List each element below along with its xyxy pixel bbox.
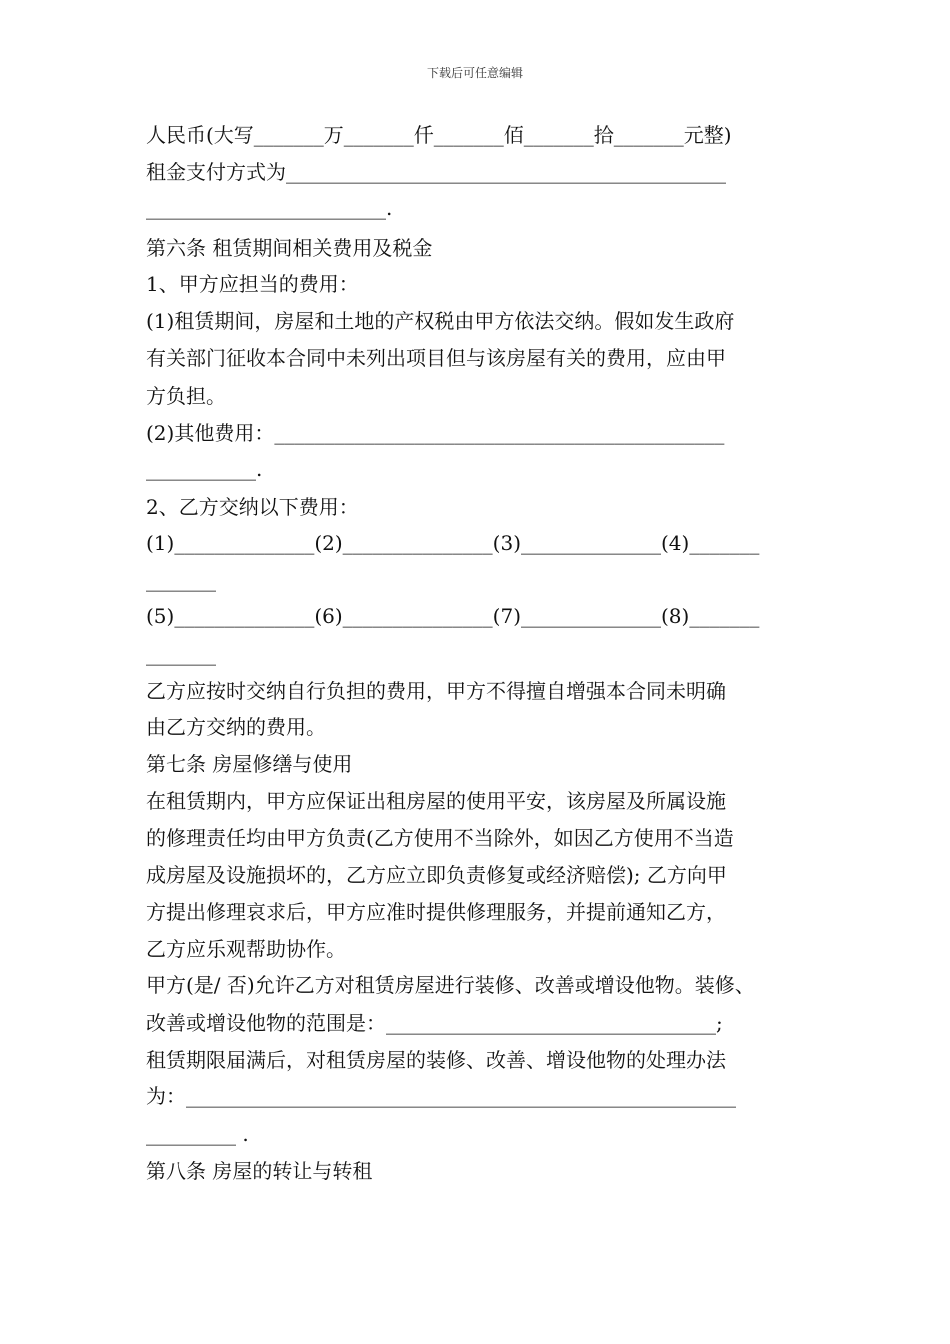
text-line: 成房屋及设施损坏的，乙方应立即负责修复或经济赔偿); 乙方向甲 — [146, 863, 727, 887]
text-line: _______ — [146, 568, 216, 592]
text-line: (1)______________(2)_______________(3)______________(4)_______ — [146, 531, 760, 555]
text-line: 2、乙方交纳以下费用： — [146, 495, 359, 519]
text-line: 乙方应乐观帮助协作。 — [146, 937, 346, 961]
text-line: 人民币(大写_______万_______仟_______佰_______拾_______元整) — [146, 123, 732, 147]
text-line: 方提出修理哀求后，甲方应准时提供修理服务，并提前通知乙方， — [146, 900, 726, 924]
text-line: 由乙方交纳的费用。 — [146, 715, 326, 739]
text-line: _________ . — [146, 1122, 249, 1146]
text-line: 改善或增设他物的范围是：_________________________________; — [146, 1011, 723, 1035]
text-line: (1)租赁期间，房屋和土地的产权税由甲方依法交纳。假如发生政府 — [146, 309, 735, 333]
text-line: 租金支付方式为____________________________________________ — [146, 160, 726, 184]
page-header-note: 下载后可任意编辑 — [426, 66, 523, 80]
text-line: 为：_______________________________________________________ — [146, 1084, 736, 1108]
text-line: (2)其他费用：_____________________________________________ — [146, 421, 725, 445]
section-heading: 第六条 租赁期间相关费用及税金 — [146, 236, 433, 260]
text-line: _______ — [146, 642, 216, 666]
section-heading: 第八条 房屋的转让与转租 — [146, 1159, 373, 1183]
text-line: 1、甲方应担当的费用： — [146, 272, 359, 296]
text-line: 甲方(是/ 否)允许乙方对租赁房屋进行装修、改善或增设他物。装修、 — [146, 973, 755, 997]
text-line: 方负担。 — [146, 384, 226, 408]
text-line: 有关部门征收本合同中未列出项目但与该房屋有关的费用，应由甲 — [146, 346, 726, 370]
section-heading: 第七条 房屋修缮与使用 — [146, 752, 353, 776]
text-line: 乙方应按时交纳自行负担的费用，甲方不得擅自增强本合同未明确 — [146, 679, 726, 703]
text-line: 租赁期限届满后，对租赁房屋的装修、改善、增设他物的处理办法 — [146, 1048, 726, 1072]
text-line: ________________________. — [146, 196, 393, 220]
text-line: 的修理责任均由甲方负责(乙方使用不当除外，如因乙方使用不当造 — [146, 826, 734, 850]
text-line: ___________. — [146, 457, 263, 481]
text-line: 在租赁期内，甲方应保证出租房屋的使用平安，该房屋及所属设施 — [146, 789, 726, 813]
text-line: (5)______________(6)_______________(7)______________(8)_______ — [146, 604, 760, 628]
